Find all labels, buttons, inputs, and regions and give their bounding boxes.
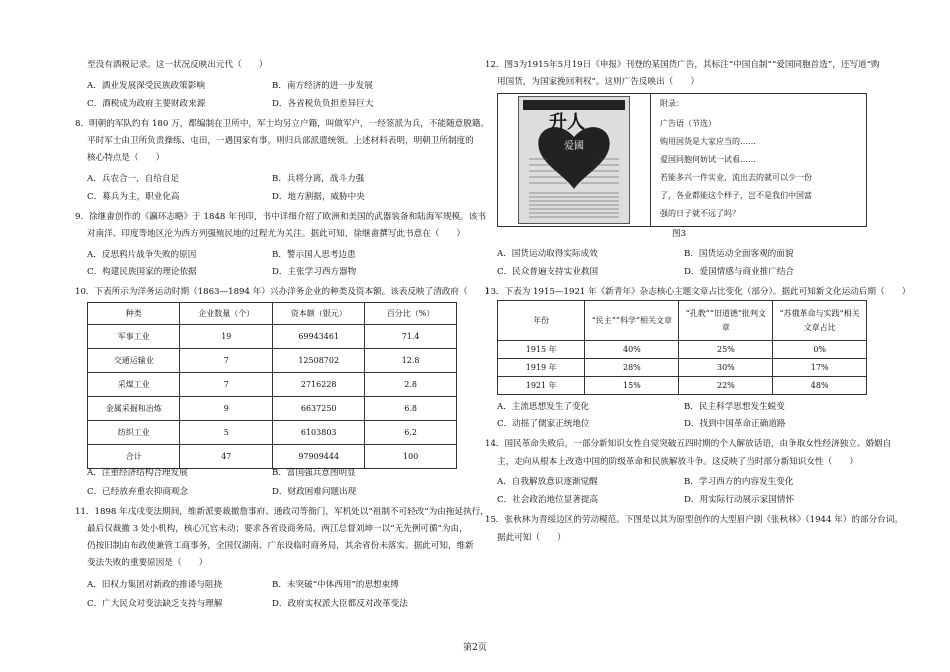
table-row	[88, 325, 457, 349]
table-cell: 71.4	[365, 325, 457, 349]
table-cell: 97909444	[273, 445, 365, 469]
table-cell: 合计	[88, 445, 180, 469]
table-row	[88, 421, 457, 445]
table-cell: 纺织工业	[88, 421, 180, 445]
table-row	[88, 373, 457, 397]
q14-option-b: B．学习西方的内容发生变化	[684, 477, 794, 487]
q11-option-a: A．旧权力集团对新政的推诿与阻挠	[87, 580, 223, 590]
table-cell: 12508702	[273, 349, 365, 373]
q12-line2: 用国货，为国家挽回利权”。这则广告反映出（ ）	[497, 77, 700, 87]
table-cell: 22%	[679, 377, 773, 395]
q13-option-d: D．找到中国革命正确道路	[684, 419, 786, 429]
q7-option-b: B．南方经济的进一步发展	[272, 81, 373, 91]
q7-option-a: A．酒业发展深受民族政策影响	[87, 81, 205, 91]
table-cell: 30%	[679, 359, 773, 377]
q15-line2: 据此可知（ ）	[497, 533, 566, 543]
q11-option-c: C．广大民众对变法缺乏支持与理解	[87, 599, 223, 609]
table-cell: 100	[365, 445, 457, 469]
q14-line2: 主，走向从根本上改造中国的阶级革命和民族解放斗争。这反映了当时部分新知识女性（ ）	[497, 457, 858, 467]
q13-header-year: 年份	[498, 301, 585, 341]
table-cell: 40%	[585, 341, 679, 359]
ad-heart-text: 爱國	[564, 141, 584, 152]
table-cell: 6103803	[273, 421, 365, 445]
q11-line3: 仍按旧制由布政使兼管工商事务，全国仅湖南、广东设临时商务局，其余省份未落实。据此可知，维新	[87, 541, 474, 551]
table-cell: 17%	[773, 359, 867, 377]
fig3-line3: 爱国同胞何妨试一试看……	[660, 155, 756, 164]
q13-table	[497, 300, 867, 395]
table-cell: 1921 年	[498, 377, 585, 395]
table-cell: 25%	[679, 341, 773, 359]
q12-option-d: D．爱国情感与商业推广结合	[684, 267, 795, 277]
q13-option-c: C．动摇了儒家正统地位	[497, 419, 590, 429]
q14-option-a: A．自我解放意识逐渐觉醒	[497, 477, 598, 487]
q9-option-a: A．反思鸦片战争失败的原因	[87, 250, 197, 260]
q7-option-d: D．各省税负负担差异巨大	[272, 99, 374, 109]
q10-header-percent: 百分比（%）	[365, 303, 457, 325]
fig3-appendix: 附录：	[660, 99, 684, 108]
table-cell: 5	[180, 421, 273, 445]
fig3-line1: 广告语（节选）	[660, 119, 716, 128]
table-cell: 6637250	[273, 397, 365, 421]
q8-option-d: D．地方割据，威胁中央	[272, 192, 365, 202]
q10-option-b: B．富国强兵意图明显	[272, 468, 356, 478]
fig3-line6: 强的日子就不远了吗？	[660, 209, 740, 218]
q10-option-a: A．注重经济结构合理发展	[87, 468, 188, 478]
fig3-line4: 若能多兴一件实业，流出去的就可以少一份	[660, 173, 812, 182]
table-cell: 15%	[585, 377, 679, 395]
q13-header-democracy: “民主”“科学”相关文章	[585, 301, 679, 341]
table-cell: 19	[180, 325, 273, 349]
q12-line1: 12．图3为1915年5月19日《申报》刊登的某国货广告，其标注“中国自制”“爱国同胞首选”，还写道“购	[485, 60, 880, 70]
q8-line1: 8．明朝的军队约有 180 万，都编制在卫所中，军士均另立户籍，叫做军户，一经签派为兵，不能随意脱籍。	[75, 119, 490, 129]
q11-line4: 变法失败的重要原因是（ ）	[87, 558, 208, 568]
figure-3	[497, 93, 867, 227]
q7-intro-line: 至没有酒税记录。这一状况反映出元代（ ）	[87, 60, 268, 70]
q10-header-capital: 资本额（银元）	[273, 303, 365, 325]
q13-option-a: A．主流思想发生了变化	[497, 402, 590, 412]
table-cell: 交通运输业	[88, 349, 180, 373]
table-cell: 12.8	[365, 349, 457, 373]
q15-line1: 15．张秋林为晋绥边区的劳动模范。下图是以其为原型创作的大型眉户剧《张秋林》（1944 年）的部分台词。	[485, 515, 903, 525]
table-cell: 金属采掘和冶炼	[88, 397, 180, 421]
table-cell: 1919 年	[498, 359, 585, 377]
table-row	[498, 359, 867, 377]
fig3-line5: 了，各业都能这个样子，岂不是我们中国富	[660, 191, 812, 200]
table-cell: 28%	[585, 359, 679, 377]
table-cell: 0%	[773, 341, 867, 359]
q7-option-c: C．酒税成为政府主要财政来源	[87, 99, 206, 109]
q11-line2: 最后仅裁撤 3 处小机构，核心冗官未动；要求各省设商务局，两江总督刘坤一以“无先例可循”为由，	[87, 524, 468, 534]
q9-option-c: C．构建民族国家的理论依据	[87, 267, 197, 277]
q9-option-b: B．警示国人思考边患	[272, 250, 356, 260]
table-cell: 1915 年	[498, 341, 585, 359]
table-row	[498, 341, 867, 359]
table-row	[88, 445, 457, 469]
page-number: 第2页	[463, 643, 487, 653]
q10-header-type: 种类	[88, 303, 180, 325]
q9-line1: 9．徐继畬创作的《瀛环志略》于 1848 年刊印，书中详细介绍了欧洲和美国的武器装备和陆海军规模。该书	[75, 212, 486, 222]
figure-divider	[650, 94, 651, 226]
fig3-caption: 图3	[672, 229, 687, 239]
newspaper-ad-image	[518, 96, 630, 224]
q13-header-soviet: “苏俄革命与实践”相关文章占比	[773, 301, 867, 341]
table-row	[88, 349, 457, 373]
q8-option-b: B．兵将分离，战斗力强	[272, 174, 365, 184]
q10-stem: 10．下表所示为洋务运动时期（1863—1894 年）兴办洋务企业的种类及资本额。该表反映了清政府（ ）	[75, 287, 494, 297]
table-cell: 9	[180, 397, 273, 421]
q13-stem: 13．下表为 1915—1921 年《新青年》杂志核心主题文章占比变化（部分）。据此可知新文化运动后期（ ）	[485, 287, 911, 297]
table-cell: 47	[180, 445, 273, 469]
q11-option-b: B．未突破“中体西用”的思想束缚	[272, 580, 399, 590]
q14-line1: 14．国民革命失败后，一部分新知识女性自觉突破五四时期的个人解放话语，由争取女性经济独立、婚姻自	[485, 439, 892, 449]
table-cell: 48%	[773, 377, 867, 395]
q14-option-c: C．社会政治地位显著提高	[497, 495, 599, 505]
fig3-line2: 购用国货是大家应当的……	[660, 137, 756, 146]
q12-option-b: B．国货运动全面客观的面貌	[684, 249, 794, 259]
table-cell: 采煤工业	[88, 373, 180, 397]
table-cell: 7	[180, 373, 273, 397]
q10-header-count: 企业数量（个）	[180, 303, 273, 325]
q8-line2: 平时军士由卫所负责操练、屯田，一遇国家有事，则归兵部派遣统领。上述材料表明，明朝卫所制度的	[87, 136, 474, 146]
table-cell: 2.8	[365, 373, 457, 397]
q9-option-d: D．主张学习西方器物	[272, 267, 357, 277]
q9-line2: 对南洋、印度等地区沦为西方列强殖民地的过程尤为关注。据此可知，徐继畬撰写此书意在（ ）	[87, 229, 466, 239]
q13-option-b: B．民主科学思想发生蜕变	[684, 402, 785, 412]
q11-option-d: D．政府实权派大臣都反对改革变法	[272, 599, 408, 609]
table-cell: 69943461	[273, 325, 365, 349]
table-cell: 6.2	[365, 421, 457, 445]
table-row	[88, 397, 457, 421]
table-cell: 2716228	[273, 373, 365, 397]
q13-header-confucian: “孔教”“旧道德”批判文章	[679, 301, 773, 341]
q11-line1: 11．1898 年戊戌变法期间，维新派要裁撤詹事府、通政司等衙门，军机处以“祖制不可轻改”为由拖延执行，	[75, 507, 489, 517]
q14-option-d: D．用实际行动展示家国情怀	[684, 495, 795, 505]
q10-option-d: D．财政困难问题出现	[272, 487, 357, 497]
ad-title: 升人	[549, 112, 585, 133]
table-cell: 7	[180, 349, 273, 373]
table-row	[498, 377, 867, 395]
q10-option-c: C．已经放弃重农抑商观念	[87, 487, 189, 497]
q12-option-c: C．民众普遍支持实业救国	[497, 267, 599, 277]
table-cell: 军事工业	[88, 325, 180, 349]
q8-option-c: C．募兵为主，职业化高	[87, 192, 180, 202]
q12-option-a: A．国货运动取得实际成效	[497, 249, 598, 259]
q8-line3: 核心特点是（ ）	[87, 153, 165, 163]
q10-table	[87, 302, 457, 469]
q8-option-a: A．兵农合一，自给自足	[87, 174, 180, 184]
table-cell: 6.8	[365, 397, 457, 421]
